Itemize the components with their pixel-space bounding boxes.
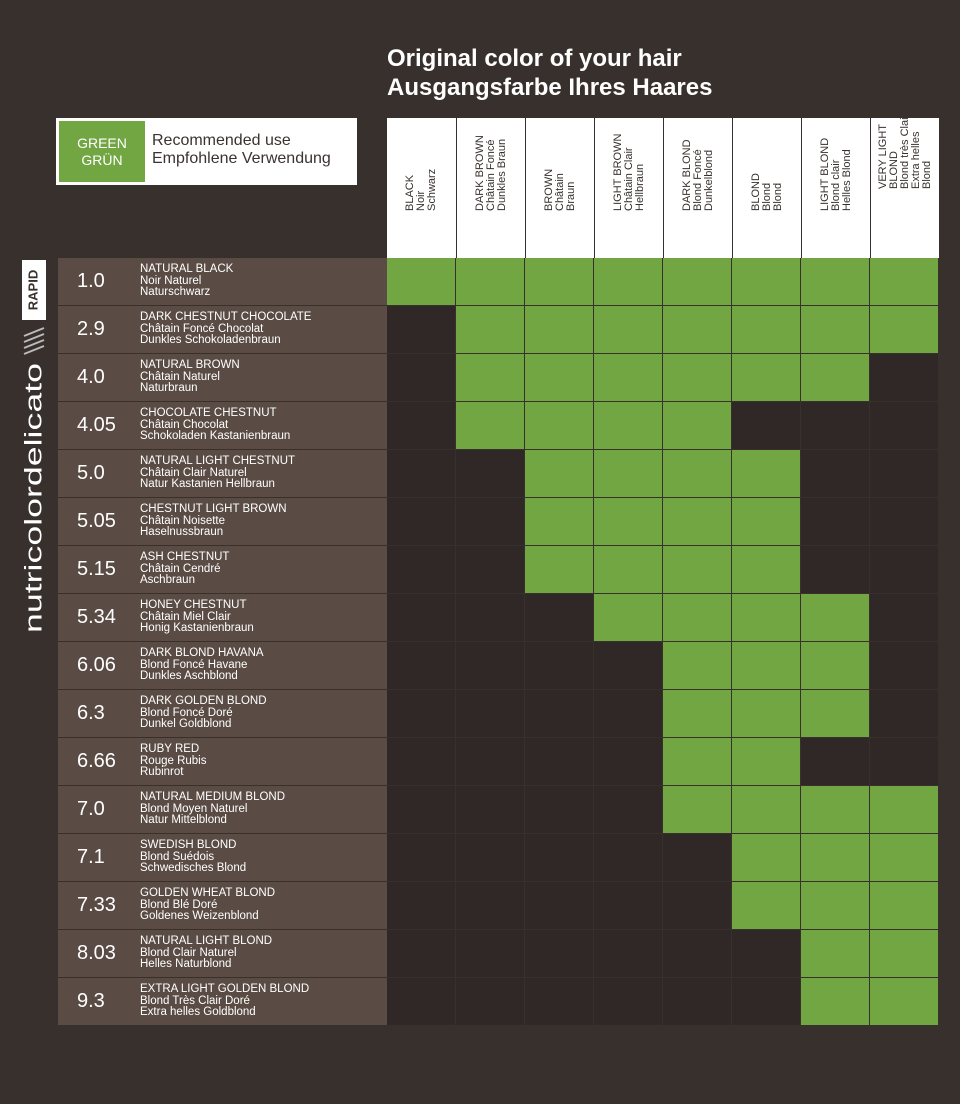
cell-recommended bbox=[870, 306, 938, 353]
shade-name-line: Blond Très Clair Doré bbox=[140, 994, 250, 1007]
shade-names bbox=[140, 888, 275, 923]
shade-name-line: CHESTNUT LIGHT BROWN bbox=[140, 503, 287, 515]
cell-recommended bbox=[663, 594, 731, 641]
cell-recommended bbox=[732, 642, 800, 689]
shade-code: 7.0 bbox=[77, 798, 105, 820]
shade-name-line: Haselnussbraun bbox=[140, 526, 224, 538]
cell-recommended bbox=[732, 306, 800, 353]
cell-recommended bbox=[594, 258, 662, 305]
cell-recommended bbox=[663, 498, 731, 545]
shade-names bbox=[140, 600, 254, 635]
shade-name-line: Châtain Cendré bbox=[140, 562, 221, 575]
cell-not-recommended bbox=[732, 402, 800, 449]
shade-name-line: Blond Blé Doré bbox=[140, 898, 218, 911]
column-header bbox=[387, 118, 456, 258]
cell-recommended bbox=[594, 594, 662, 641]
shade-names bbox=[140, 936, 272, 971]
shade-name-line: HONEY CHESTNUT bbox=[140, 599, 247, 611]
cell-recommended bbox=[801, 930, 869, 977]
column-header-line: BLACK bbox=[404, 174, 416, 211]
rapid-badge-text: RAPID bbox=[25, 269, 41, 311]
column-header bbox=[456, 118, 525, 258]
cell-recommended bbox=[456, 306, 524, 353]
shade-names bbox=[140, 312, 311, 347]
shade-names bbox=[140, 648, 264, 683]
cell-not-recommended bbox=[870, 402, 938, 449]
cell-not-recommended bbox=[387, 978, 455, 1025]
shade-name-line: Naturschwarz bbox=[140, 286, 211, 298]
cell-not-recommended bbox=[663, 834, 731, 881]
cell-recommended bbox=[594, 306, 662, 353]
cell-not-recommended bbox=[870, 546, 938, 593]
shade-name-line: Aschbraun bbox=[140, 574, 195, 586]
column-header-line: DARK BLOND bbox=[680, 139, 693, 211]
table-row bbox=[58, 690, 387, 738]
cell-recommended bbox=[387, 258, 455, 305]
cell-not-recommended bbox=[456, 546, 524, 593]
shade-name-line: Natur Mittelblond bbox=[140, 814, 227, 826]
column-header-line: Blond Foncé bbox=[691, 149, 704, 211]
cell-not-recommended bbox=[801, 402, 869, 449]
cell-recommended bbox=[663, 450, 731, 497]
cell-recommended bbox=[870, 882, 938, 929]
shade-name-line: Schokoladen Kastanienbraun bbox=[140, 430, 291, 442]
cell-recommended bbox=[525, 498, 593, 545]
shade-name-line: CHOCOLATE CHESTNUT bbox=[140, 407, 277, 419]
column-header-text bbox=[405, 169, 438, 211]
cell-not-recommended bbox=[387, 594, 455, 641]
cell-not-recommended bbox=[870, 642, 938, 689]
cell-not-recommended bbox=[732, 930, 800, 977]
cell-not-recommended bbox=[594, 786, 662, 833]
cell-recommended bbox=[801, 594, 869, 641]
shade-name-line: Dunkel Goldblond bbox=[140, 718, 232, 730]
shade-name-line: NATURAL BROWN bbox=[140, 359, 240, 371]
shade-names bbox=[140, 456, 295, 491]
legend-swatch-label-en: GREEN bbox=[77, 134, 127, 151]
column-header-line: Blond très Clair bbox=[898, 113, 911, 189]
cell-not-recommended bbox=[456, 978, 524, 1025]
chart-title-line2: Ausgangsfarbe Ihres Haares bbox=[387, 74, 713, 101]
cell-not-recommended bbox=[801, 450, 869, 497]
shade-names bbox=[140, 504, 287, 539]
cell-recommended bbox=[663, 738, 731, 785]
cell-not-recommended bbox=[387, 306, 455, 353]
legend-swatch-green bbox=[59, 121, 145, 182]
shade-code: 5.0 bbox=[77, 462, 105, 484]
cell-recommended bbox=[870, 258, 938, 305]
shade-name-line: Châtain Foncé Chocolat bbox=[140, 322, 264, 335]
cell-recommended bbox=[801, 354, 869, 401]
cell-not-recommended bbox=[456, 594, 524, 641]
cell-recommended bbox=[663, 258, 731, 305]
shade-name-line: Blond Moyen Naturel bbox=[140, 802, 248, 815]
column-header-line: Helles Blond bbox=[840, 149, 853, 211]
cell-not-recommended bbox=[663, 930, 731, 977]
shade-code: 5.05 bbox=[77, 510, 116, 532]
cell-not-recommended bbox=[525, 642, 593, 689]
column-header-text bbox=[475, 135, 508, 211]
cell-recommended bbox=[456, 354, 524, 401]
column-header-line: LIGHT BROWN bbox=[611, 133, 624, 211]
shade-code: 4.0 bbox=[77, 366, 105, 388]
column-header-text bbox=[820, 138, 853, 211]
shade-names bbox=[140, 264, 233, 299]
shade-name-line: Naturbraun bbox=[140, 382, 198, 394]
cell-not-recommended bbox=[870, 594, 938, 641]
legend-text-en: Recommended use bbox=[152, 132, 291, 149]
shade-name-line: NATURAL BLACK bbox=[140, 263, 234, 275]
cell-recommended bbox=[732, 834, 800, 881]
cell-recommended bbox=[801, 306, 869, 353]
cell-recommended bbox=[594, 402, 662, 449]
shade-name-line: Blond Foncé Doré bbox=[140, 706, 233, 719]
cell-not-recommended bbox=[456, 930, 524, 977]
legend-text bbox=[152, 132, 331, 168]
shade-names bbox=[140, 744, 206, 779]
table-row bbox=[58, 738, 387, 786]
cell-not-recommended bbox=[387, 882, 455, 929]
shade-code: 9.3 bbox=[77, 990, 105, 1012]
cell-recommended bbox=[732, 498, 800, 545]
table-row bbox=[58, 594, 387, 642]
cell-recommended bbox=[663, 690, 731, 737]
cell-not-recommended bbox=[387, 930, 455, 977]
shade-name-line: Blond Foncé Havane bbox=[140, 658, 248, 671]
shade-name-line: NATURAL LIGHT BLOND bbox=[140, 935, 273, 947]
cell-not-recommended bbox=[525, 738, 593, 785]
cell-not-recommended bbox=[387, 354, 455, 401]
cell-recommended bbox=[525, 546, 593, 593]
cell-recommended bbox=[525, 306, 593, 353]
cell-recommended bbox=[870, 786, 938, 833]
column-header-text bbox=[613, 134, 646, 211]
table-row bbox=[58, 498, 387, 546]
cell-recommended bbox=[801, 786, 869, 833]
shade-name-line: Noir Naturel bbox=[140, 274, 202, 287]
column-header-line: LIGHT BLOND bbox=[818, 137, 831, 211]
shade-code: 4.05 bbox=[77, 414, 116, 436]
column-header-line: Extra helles bbox=[909, 131, 922, 189]
cell-not-recommended bbox=[387, 738, 455, 785]
cell-not-recommended bbox=[456, 642, 524, 689]
column-header-line: Blond bbox=[771, 182, 784, 211]
chart-title-line1: Original color of your hair bbox=[387, 45, 682, 72]
cell-recommended bbox=[870, 834, 938, 881]
cell-recommended bbox=[870, 978, 938, 1025]
shade-name-line: Goldenes Weizenblond bbox=[140, 910, 259, 922]
table-row bbox=[58, 642, 387, 690]
cell-recommended bbox=[732, 546, 800, 593]
cell-not-recommended bbox=[663, 978, 731, 1025]
cell-recommended bbox=[870, 930, 938, 977]
cell-not-recommended bbox=[594, 690, 662, 737]
shade-name-line: RUBY RED bbox=[140, 743, 200, 755]
shade-name-line: Extra helles Goldblond bbox=[140, 1006, 256, 1018]
cell-recommended bbox=[801, 258, 869, 305]
shade-code: 7.33 bbox=[77, 894, 116, 916]
column-header-text bbox=[682, 139, 715, 211]
cell-not-recommended bbox=[387, 546, 455, 593]
shade-code: 8.03 bbox=[77, 942, 116, 964]
cell-recommended bbox=[663, 354, 731, 401]
column-header bbox=[594, 118, 663, 258]
column-header-line: DARK BROWN bbox=[473, 135, 486, 211]
shade-code: 6.3 bbox=[77, 702, 105, 724]
cell-not-recommended bbox=[525, 978, 593, 1025]
cell-not-recommended bbox=[594, 882, 662, 929]
column-header-line: Châtain Clair bbox=[622, 147, 635, 211]
brand-logo-graphic bbox=[20, 258, 50, 638]
column-header-line: BLOND bbox=[887, 151, 900, 189]
column-header bbox=[663, 118, 732, 258]
shade-name-line: NATURAL MEDIUM BLOND bbox=[140, 791, 286, 803]
column-header-text bbox=[751, 173, 784, 211]
shade-name-line: Dunkles Schokoladenbraun bbox=[140, 334, 281, 346]
cell-recommended bbox=[594, 354, 662, 401]
cell-not-recommended bbox=[870, 354, 938, 401]
cell-not-recommended bbox=[387, 402, 455, 449]
cell-not-recommended bbox=[732, 978, 800, 1025]
shade-name-line: Dunkles Aschblond bbox=[140, 670, 238, 682]
shade-name-line: Rouge Rubis bbox=[140, 754, 207, 767]
brand-name-text: nutricolordelicato bbox=[20, 451, 48, 633]
cell-recommended bbox=[732, 594, 800, 641]
cell-recommended bbox=[456, 258, 524, 305]
brand-logo bbox=[20, 258, 50, 638]
column-header-text bbox=[544, 169, 577, 211]
shade-name-line: DARK GOLDEN BLOND bbox=[140, 695, 267, 707]
shade-names bbox=[140, 840, 246, 875]
table-row bbox=[58, 978, 387, 1026]
table-row bbox=[58, 306, 387, 354]
cell-not-recommended bbox=[525, 834, 593, 881]
cell-recommended bbox=[594, 450, 662, 497]
shade-name-line: DARK CHESTNUT CHOCOLATE bbox=[140, 311, 312, 323]
cell-not-recommended bbox=[456, 498, 524, 545]
cell-not-recommended bbox=[801, 498, 869, 545]
slash-icon bbox=[24, 328, 44, 354]
cell-not-recommended bbox=[594, 834, 662, 881]
column-header-line: BROWN bbox=[542, 168, 555, 211]
cell-recommended bbox=[801, 834, 869, 881]
cell-not-recommended bbox=[525, 690, 593, 737]
cell-recommended bbox=[663, 546, 731, 593]
cell-not-recommended bbox=[387, 498, 455, 545]
cell-recommended bbox=[801, 642, 869, 689]
shade-name-line: Schwedisches Blond bbox=[140, 862, 247, 874]
shade-name-line: Rubinrot bbox=[140, 766, 184, 778]
shade-code: 6.06 bbox=[77, 654, 116, 676]
shade-code: 2.9 bbox=[77, 318, 105, 340]
cell-not-recommended bbox=[870, 738, 938, 785]
cell-not-recommended bbox=[387, 786, 455, 833]
column-header bbox=[732, 118, 801, 258]
cell-not-recommended bbox=[870, 450, 938, 497]
cell-recommended bbox=[732, 354, 800, 401]
cell-recommended bbox=[801, 690, 869, 737]
shade-name-line: EXTRA LIGHT GOLDEN BLOND bbox=[140, 983, 310, 995]
cell-not-recommended bbox=[456, 690, 524, 737]
cell-not-recommended bbox=[663, 882, 731, 929]
column-header-line: Blond bbox=[920, 160, 933, 189]
cell-not-recommended bbox=[594, 930, 662, 977]
cell-recommended bbox=[525, 402, 593, 449]
cell-recommended bbox=[732, 258, 800, 305]
cell-recommended bbox=[663, 786, 731, 833]
cell-not-recommended bbox=[456, 834, 524, 881]
shade-name-line: ASH CHESTNUT bbox=[140, 551, 230, 563]
cell-not-recommended bbox=[801, 546, 869, 593]
column-header-text bbox=[878, 114, 933, 189]
table-row bbox=[58, 882, 387, 930]
legend-text-de: Empfohlene Verwendung bbox=[152, 150, 331, 167]
shade-code: 6.66 bbox=[77, 750, 116, 772]
table-row bbox=[58, 834, 387, 882]
shade-names bbox=[140, 552, 229, 587]
cell-recommended bbox=[801, 882, 869, 929]
table-row bbox=[58, 450, 387, 498]
column-header bbox=[525, 118, 594, 258]
shade-name-line: SWEDISH BLOND bbox=[140, 839, 237, 851]
shade-names bbox=[140, 792, 285, 827]
cell-recommended bbox=[732, 450, 800, 497]
shade-name-line: GOLDEN WHEAT BLOND bbox=[140, 887, 276, 899]
shade-name-line: Châtain Naturel bbox=[140, 370, 220, 383]
cell-recommended bbox=[732, 882, 800, 929]
table-row bbox=[58, 930, 387, 978]
shade-code: 7.1 bbox=[77, 846, 105, 868]
cell-recommended bbox=[732, 690, 800, 737]
shade-name-line: Blond Clair Naturel bbox=[140, 946, 237, 959]
table-row bbox=[58, 546, 387, 594]
cell-not-recommended bbox=[594, 642, 662, 689]
cell-recommended bbox=[594, 498, 662, 545]
cell-not-recommended bbox=[387, 450, 455, 497]
cell-not-recommended bbox=[594, 978, 662, 1025]
cell-not-recommended bbox=[801, 738, 869, 785]
cell-not-recommended bbox=[525, 930, 593, 977]
legend-swatch-label-de: GRÜN bbox=[81, 151, 123, 168]
cell-recommended bbox=[732, 738, 800, 785]
cell-recommended bbox=[663, 402, 731, 449]
shade-name-line: Natur Kastanien Hellbraun bbox=[140, 478, 275, 490]
shade-code: 5.15 bbox=[77, 558, 116, 580]
shade-code: 1.0 bbox=[77, 270, 105, 292]
cell-not-recommended bbox=[525, 786, 593, 833]
cell-recommended bbox=[801, 978, 869, 1025]
cell-recommended bbox=[663, 306, 731, 353]
legend bbox=[56, 118, 357, 185]
column-header-line: Braun bbox=[564, 181, 577, 211]
cell-not-recommended bbox=[456, 882, 524, 929]
cell-not-recommended bbox=[456, 786, 524, 833]
shade-name-line: Châtain Noisette bbox=[140, 514, 226, 527]
shade-name-line: Châtain Clair Naturel bbox=[140, 466, 247, 479]
cell-recommended bbox=[732, 786, 800, 833]
table-row bbox=[58, 402, 387, 450]
shade-names bbox=[140, 408, 290, 443]
table-row bbox=[58, 258, 387, 306]
column-header-line: BLOND bbox=[749, 173, 762, 211]
shade-code: 5.34 bbox=[77, 606, 116, 628]
column-header-line: Schwarz bbox=[426, 168, 438, 211]
cell-recommended bbox=[525, 450, 593, 497]
column-header-line: Noir bbox=[415, 190, 427, 211]
column-header-line: VERY LIGHT bbox=[876, 123, 889, 189]
shade-name-line: Honig Kastanienbraun bbox=[140, 622, 254, 634]
cell-not-recommended bbox=[870, 498, 938, 545]
cell-not-recommended bbox=[870, 690, 938, 737]
table-row bbox=[58, 786, 387, 834]
cell-not-recommended bbox=[387, 690, 455, 737]
cell-recommended bbox=[525, 354, 593, 401]
shade-name-line: Châtain Chocolat bbox=[140, 418, 229, 431]
column-header-line: Châtain Foncé bbox=[484, 139, 497, 211]
cell-not-recommended bbox=[456, 450, 524, 497]
cell-recommended bbox=[663, 642, 731, 689]
column-header-line: Hellbraun bbox=[633, 163, 646, 211]
column-header-line: Blond clair bbox=[829, 159, 842, 211]
shade-names bbox=[140, 696, 267, 731]
cell-not-recommended bbox=[525, 882, 593, 929]
shade-name-line: Helles Naturblond bbox=[140, 958, 232, 970]
cell-not-recommended bbox=[525, 594, 593, 641]
column-header bbox=[801, 118, 870, 258]
column-header-line: Dunkelblond bbox=[702, 149, 715, 211]
table-row bbox=[58, 354, 387, 402]
column-header-line: Châtain bbox=[553, 173, 566, 211]
shade-name-line: DARK BLOND HAVANA bbox=[140, 647, 264, 659]
cell-not-recommended bbox=[456, 738, 524, 785]
cell-not-recommended bbox=[387, 642, 455, 689]
shade-names bbox=[140, 360, 240, 395]
cell-not-recommended bbox=[594, 738, 662, 785]
cell-recommended bbox=[525, 258, 593, 305]
cell-recommended bbox=[456, 402, 524, 449]
column-header-line: Dunkles Braun bbox=[495, 138, 508, 211]
shade-name-line: NATURAL LIGHT CHESTNUT bbox=[140, 455, 296, 467]
column-header bbox=[870, 113, 939, 258]
shade-name-line: Châtain Miel Clair bbox=[140, 610, 231, 623]
shade-name-line: Blond Suédois bbox=[140, 850, 215, 863]
column-header-line: Blond bbox=[760, 182, 773, 211]
cell-not-recommended bbox=[387, 834, 455, 881]
shade-names bbox=[140, 984, 309, 1019]
cell-recommended bbox=[594, 546, 662, 593]
chart-title bbox=[387, 44, 712, 102]
